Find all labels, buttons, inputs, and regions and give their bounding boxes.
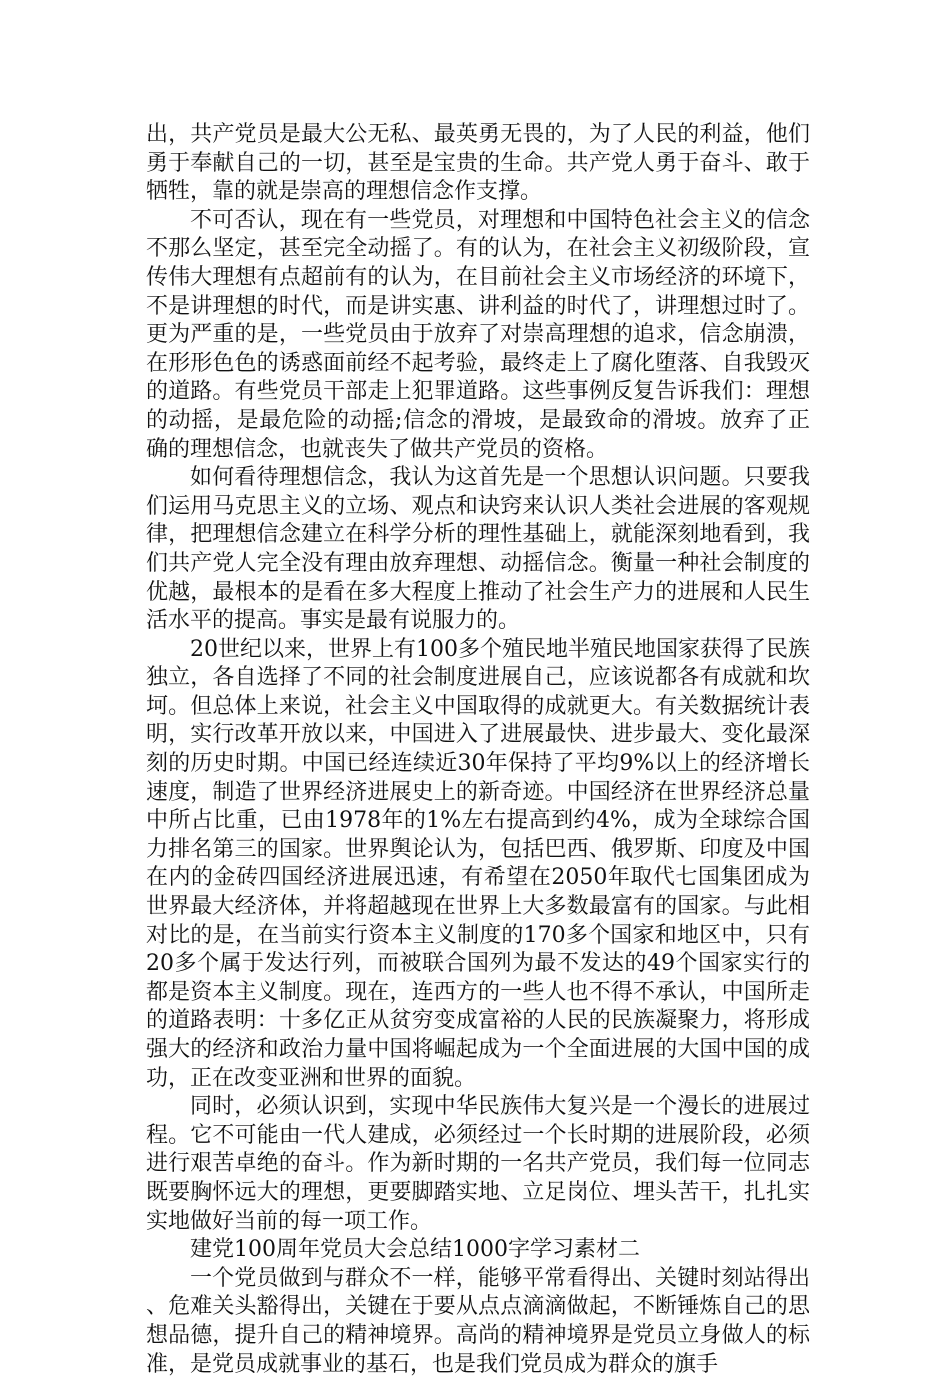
paragraph-continuation: 出，共产党员是最大公无私、最英勇无畏的，为了人民的利益，他们勇于奉献自己的一切，甚至是宝贵的生命。共产党人勇于奋斗、敢于牺牲，靠的就是崇高的理想信念作支撑。 bbox=[146, 122, 810, 205]
paragraph-ideal-wavering: 不可否认，现在有一些党员，对理想和中国特色社会主义的信念不那么坚定，甚至完全动摇了。有的认为，在社会主义初级阶段，宣传伟大理想有点超前有的认为，在目前社会主义市场经济的环境下，不是讲理想的时代，而是讲实惠、讲利益的时代了，讲理想过时了。更为严重的是，一些党员由于放弃了对崇高理想的追求，信念崩溃，在形形色色的诱惑面前经不起考验，最终走上了腐化堕落、自我毁灭的道路。有些党员干部走上犯罪道路。这些事例反复告诉我们：理想的动摇，是最危险的动摇;信念的滑坡，是最致命的滑坡。放弃了正确的理想信念，也就丧失了做共产党员的资格。 bbox=[146, 207, 810, 462]
section-heading: 建党100周年党员大会总结1000字学习素材二 bbox=[190, 1237, 640, 1263]
paragraph-achievements: 20世纪以来，世界上有100多个殖民地半殖民地国家获得了民族独立，各自选择了不同的社会制度进展自己，应该说都各有成就和坎坷。但总体上来说，社会主义中国取得的成就更大。有关数据统计表明，实行改革开放以来，中国进入了进展最快、进步最大、变化最深刻的历史时期。中国已经连续近30年保持了平均9%以上的经济增长速度，制造了世界经济进展史上的新奇迹。中国经济在世界经济总量中所占比重，已由1978年的1%左右提高到约4%，成为全球综合国力排名第三的国家。世界舆论认为，包括巴西、俄罗斯、印度及中国在内的金砖四国经济进展迅速，有希望在2050年取代七国集团成为世界最大经济体，并将超越现在世界上大多数最富有的国家。与此相对比的是，在当前实行资本主义制度的170多个国家和地区中，只有20多个属于发达行列，而被联合国列为最不发达的49个国家实行的都是资本主义制度。现在，连西方的一些人也不得不承认，中国所走的道路表明：十多亿正从贫穷变成富裕的人民的民族凝聚力，将形成强大的经济和政治力量中国将崛起成为一个全面进展的大国中国的成功，正在改变亚洲和世界的面貌。 bbox=[146, 636, 810, 1091]
paragraph-long-process: 同时，必须认识到，实现中华民族伟大复兴是一个漫长的进展过程。它不可能由一代人建成，必须经过一个长时期的进展阶段，必须进行艰苦卓绝的奋斗。作为新时期的一名共产党员，我们每一位同志既要胸怀远大的理想，更要脚踏实地、立足岗位、埋头苦干，扎扎实实地做好当前的每一项工作。 bbox=[146, 1094, 810, 1234]
paragraph-understanding: 如何看待理想信念，我认为这首先是一个思想认识问题。只要我们运用马克思主义的立场、观点和诀窍来认识人类社会进展的客观规律，把理想信念建立在科学分析的理性基础上，就能深刻地看到，我们共产党人完全没有理由放弃理想、动摇信念。衡量一种社会制度的优越，最根本的是看在多大程度上推动了社会生产力的进展和人民生活水平的提高。事实是最有说服力的。 bbox=[146, 465, 810, 634]
document-page bbox=[146, 121, 810, 1379]
paragraph-spirit: 一个党员做到与群众不一样，能够平常看得出、关键时刻站得出、危难关头豁得出，关键在于要从点点滴滴做起，不断锤炼自己的思想品德，提升自己的精神境界。高尚的精神境界是党员立身做人的标准，是党员成就事业的基石，也是我们党员成为群众的旗手 bbox=[146, 1265, 810, 1377]
